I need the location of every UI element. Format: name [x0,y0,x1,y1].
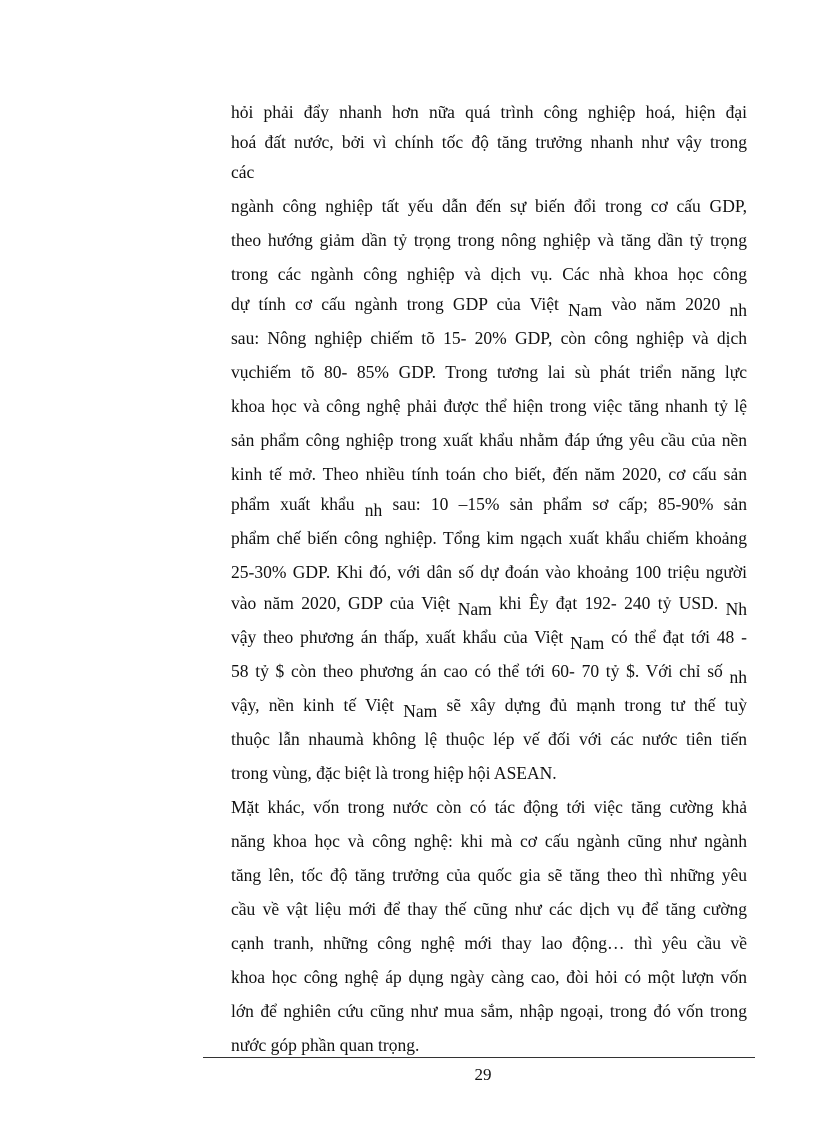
text-line: tăng lên, tốc độ tăng trưởng của quốc gia sẽ tăng theo thì những yêu [231,865,747,885]
text-fragment: khi Êy đạt 192- 240 tỷ USD. [499,593,719,613]
text-line: năng khoa học và công nghệ: khi mà cơ cấu ngành cũng như ngành [231,831,747,851]
text-fragment-lowered: Nam [403,701,438,721]
page-number: 29 [474,1065,492,1084]
text-line: phẩm chế biến công nghiệp. Tổng kim ngạch xuất khẩu chiếm khoảng [231,528,747,548]
text-fragment-lowered: nh [364,500,383,520]
text-line: trong vùng, đặc biệt là trong hiệp hội ASEAN. [231,763,557,783]
text-fragment: có thể đạt tới 48 - [611,627,747,647]
text-line [231,289,747,319]
text-line: hoá đất nước, bởi vì chính tốc độ tăng trưởng nhanh như vậy trong [231,132,747,152]
text-line: nước góp phần quan trọng. [231,1035,420,1055]
text-line: lớn để nghiên cứu cũng như mua sắm, nhập ngoại, trong đó vốn trong [231,1001,747,1021]
text-fragment: phẩm xuất khẩu [231,494,355,514]
text-fragment: sau: 10 –15% sản phẩm sơ cấp; 85-90% sản [392,494,748,514]
text-line: khoa học và công nghệ phải được thể hiện trong việc tăng nhanh tỷ lệ [231,396,747,416]
text-fragment: dự tính cơ cấu ngành trong GDP của Việt [231,294,559,314]
text-line [231,489,747,519]
text-line: sau: Nông nghiệp chiếm tõ 15- 20% GDP, còn công nghiệp và dịch [231,328,747,348]
text-line [231,622,747,652]
text-line: thuộc lẫn nhaumà không lệ thuộc lép vế đối với các nước tiên tiến [231,729,747,749]
text-line: các [231,162,255,182]
text-fragment: sẽ xây dựng đủ mạnh trong tư thế tuỳ [446,695,748,715]
text-line: vụchiếm tõ 80- 85% GDP. Trong tương lai sù phát triển năng lực [231,362,747,382]
footer-divider [203,1057,755,1058]
text-line: cầu về vật liệu mới để thay thế cũng như các dịch vụ để tăng cường [231,899,747,919]
text-line: khoa học công nghệ áp dụng ngày càng cao, đòi hỏi có một lượn vốn [231,967,747,987]
text-line: sản phẩm công nghiệp trong xuất khẩu nhằm đáp ứng yêu cầu của nền [231,430,747,450]
text-line [231,690,747,720]
text-line: 25-30% GDP. Khi đó, với dân số dự đoán vào khoảng 100 triệu người [231,562,747,582]
text-fragment: vậy theo phương án thấp, xuất khẩu của Việt [231,627,564,647]
text-fragment-lowered: nh [729,667,747,687]
text-fragment-lowered: Nh [725,599,747,619]
text-line [231,656,747,686]
text-line: cạnh tranh, những công nghệ mới thay lao động… thì yêu cầu về [231,933,747,953]
text-fragment-lowered: Nam [457,599,492,619]
text-line: hỏi phải đẩy nhanh hơn nữa quá trình công nghiệp hoá, hiện đại [231,102,747,122]
text-fragment-lowered: nh [729,300,748,320]
text-line: kinh tế mở. Theo nhiều tính toán cho biết, đến năm 2020, cơ cấu sản [231,464,747,484]
text-fragment-lowered: Nam [570,633,605,653]
text-fragment: vào năm 2020 [611,294,721,314]
text-fragment-lowered: Nam [568,300,603,320]
text-fragment: vậy, nền kinh tế Việt [231,695,395,715]
text-line: ngành công nghiệp tất yếu dẫn đến sự biến đổi trong cơ cấu GDP, [231,196,747,216]
text-fragment: vào năm 2020, GDP của Việt [231,593,451,613]
text-fragment: 58 tỷ $ còn theo phương án cao có thể tới 60- 70 tỷ $. Với chỉ số [231,661,723,681]
text-line: theo hướng giảm dần tỷ trọng trong nông nghiệp và tăng dần tỷ trọng [231,230,747,250]
text-line: Mặt khác, vốn trong nước còn có tác động tới việc tăng cường khả [231,797,747,817]
text-line: trong các ngành công nghiệp và dịch vụ. Các nhà khoa học công [231,264,747,284]
text-line [231,588,747,618]
